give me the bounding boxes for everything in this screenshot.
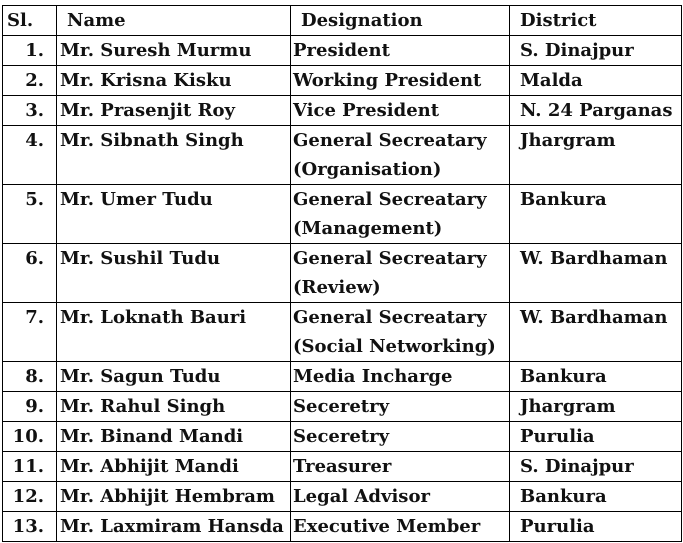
designation-line: General Secreatary	[293, 307, 487, 328]
cell-designation	[291, 362, 510, 392]
cell-name: Mr. Loknath Bauri	[57, 303, 291, 362]
cell-serial: 3.	[3, 96, 57, 126]
cell-serial: 13.	[3, 512, 57, 542]
cell-name: Mr. Prasenjit Roy	[57, 96, 291, 126]
cell-designation	[291, 392, 510, 422]
cell-district: Bankura	[510, 362, 682, 392]
table-header	[3, 6, 682, 36]
cell-district: W. Bardhaman	[510, 244, 682, 303]
table-row	[3, 452, 682, 482]
cell-district: N. 24 Parganas	[510, 96, 682, 126]
table-row	[3, 303, 682, 362]
designation-line: General Secreatary	[293, 248, 487, 269]
cell-designation	[291, 66, 510, 96]
cell-serial: 7.	[3, 303, 57, 362]
cell-designation	[291, 422, 510, 452]
designation-line: Treasurer	[293, 456, 392, 477]
designation-line: (Management)	[293, 218, 443, 239]
cell-district: S. Dinajpur	[510, 36, 682, 66]
cell-name: Mr. Abhijit Hembram	[57, 482, 291, 512]
table-row	[3, 96, 682, 126]
header-designation: Designation	[291, 6, 510, 36]
cell-serial: 5.	[3, 185, 57, 244]
header-row	[3, 6, 682, 36]
cell-name: Mr. Krisna Kisku	[57, 66, 291, 96]
designation-line: Seceretry	[293, 426, 390, 447]
table-row	[3, 512, 682, 542]
members-table	[2, 5, 682, 542]
table-row	[3, 36, 682, 66]
cell-name: Mr. Sagun Tudu	[57, 362, 291, 392]
cell-name: Mr. Rahul Singh	[57, 392, 291, 422]
cell-serial: 10.	[3, 422, 57, 452]
cell-serial: 2.	[3, 66, 57, 96]
cell-designation	[291, 126, 510, 185]
table-body	[3, 36, 682, 542]
cell-serial: 6.	[3, 244, 57, 303]
table-row	[3, 66, 682, 96]
designation-line: General Secreatary	[293, 189, 487, 210]
designation-line: Working President	[293, 70, 482, 91]
cell-name: Mr. Laxmiram Hansda	[57, 512, 291, 542]
table-row	[3, 392, 682, 422]
cell-district: Purulia	[510, 422, 682, 452]
cell-district: Jhargram	[510, 392, 682, 422]
table-row	[3, 126, 682, 185]
cell-district: S. Dinajpur	[510, 452, 682, 482]
cell-designation	[291, 303, 510, 362]
cell-name: Mr. Umer Tudu	[57, 185, 291, 244]
cell-name: Mr. Abhijit Mandi	[57, 452, 291, 482]
header-serial: Sl.	[3, 6, 57, 36]
cell-designation	[291, 452, 510, 482]
cell-designation	[291, 185, 510, 244]
cell-serial: 4.	[3, 126, 57, 185]
cell-district: Purulia	[510, 512, 682, 542]
table-row	[3, 422, 682, 452]
designation-line: General Secreatary	[293, 130, 487, 151]
cell-designation	[291, 36, 510, 66]
designation-line: Legal Advisor	[293, 486, 430, 507]
cell-serial: 1.	[3, 36, 57, 66]
cell-name: Mr. Binand Mandi	[57, 422, 291, 452]
table-row	[3, 482, 682, 512]
cell-designation	[291, 96, 510, 126]
designation-line: Vice President	[293, 100, 440, 121]
cell-serial: 12.	[3, 482, 57, 512]
designation-line: (Social Networking)	[293, 336, 496, 357]
header-name: Name	[57, 6, 291, 36]
designation-line: (Organisation)	[293, 159, 442, 180]
header-district: District	[510, 6, 682, 36]
cell-name: Mr. Sibnath Singh	[57, 126, 291, 185]
cell-district: W. Bardhaman	[510, 303, 682, 362]
table-row	[3, 244, 682, 303]
cell-serial: 9.	[3, 392, 57, 422]
cell-designation	[291, 482, 510, 512]
table-row	[3, 185, 682, 244]
designation-line: Executive Member	[293, 516, 481, 537]
cell-serial: 11.	[3, 452, 57, 482]
designation-line: President	[293, 40, 390, 61]
designation-line: (Review)	[293, 277, 381, 298]
cell-district: Jhargram	[510, 126, 682, 185]
cell-serial: 8.	[3, 362, 57, 392]
cell-designation	[291, 244, 510, 303]
cell-designation	[291, 512, 510, 542]
cell-district: Malda	[510, 66, 682, 96]
cell-district: Bankura	[510, 482, 682, 512]
cell-district: Bankura	[510, 185, 682, 244]
cell-name: Mr. Suresh Murmu	[57, 36, 291, 66]
table-row	[3, 362, 682, 392]
cell-name: Mr. Sushil Tudu	[57, 244, 291, 303]
designation-line: Seceretry	[293, 396, 390, 417]
designation-line: Media Incharge	[293, 366, 453, 387]
